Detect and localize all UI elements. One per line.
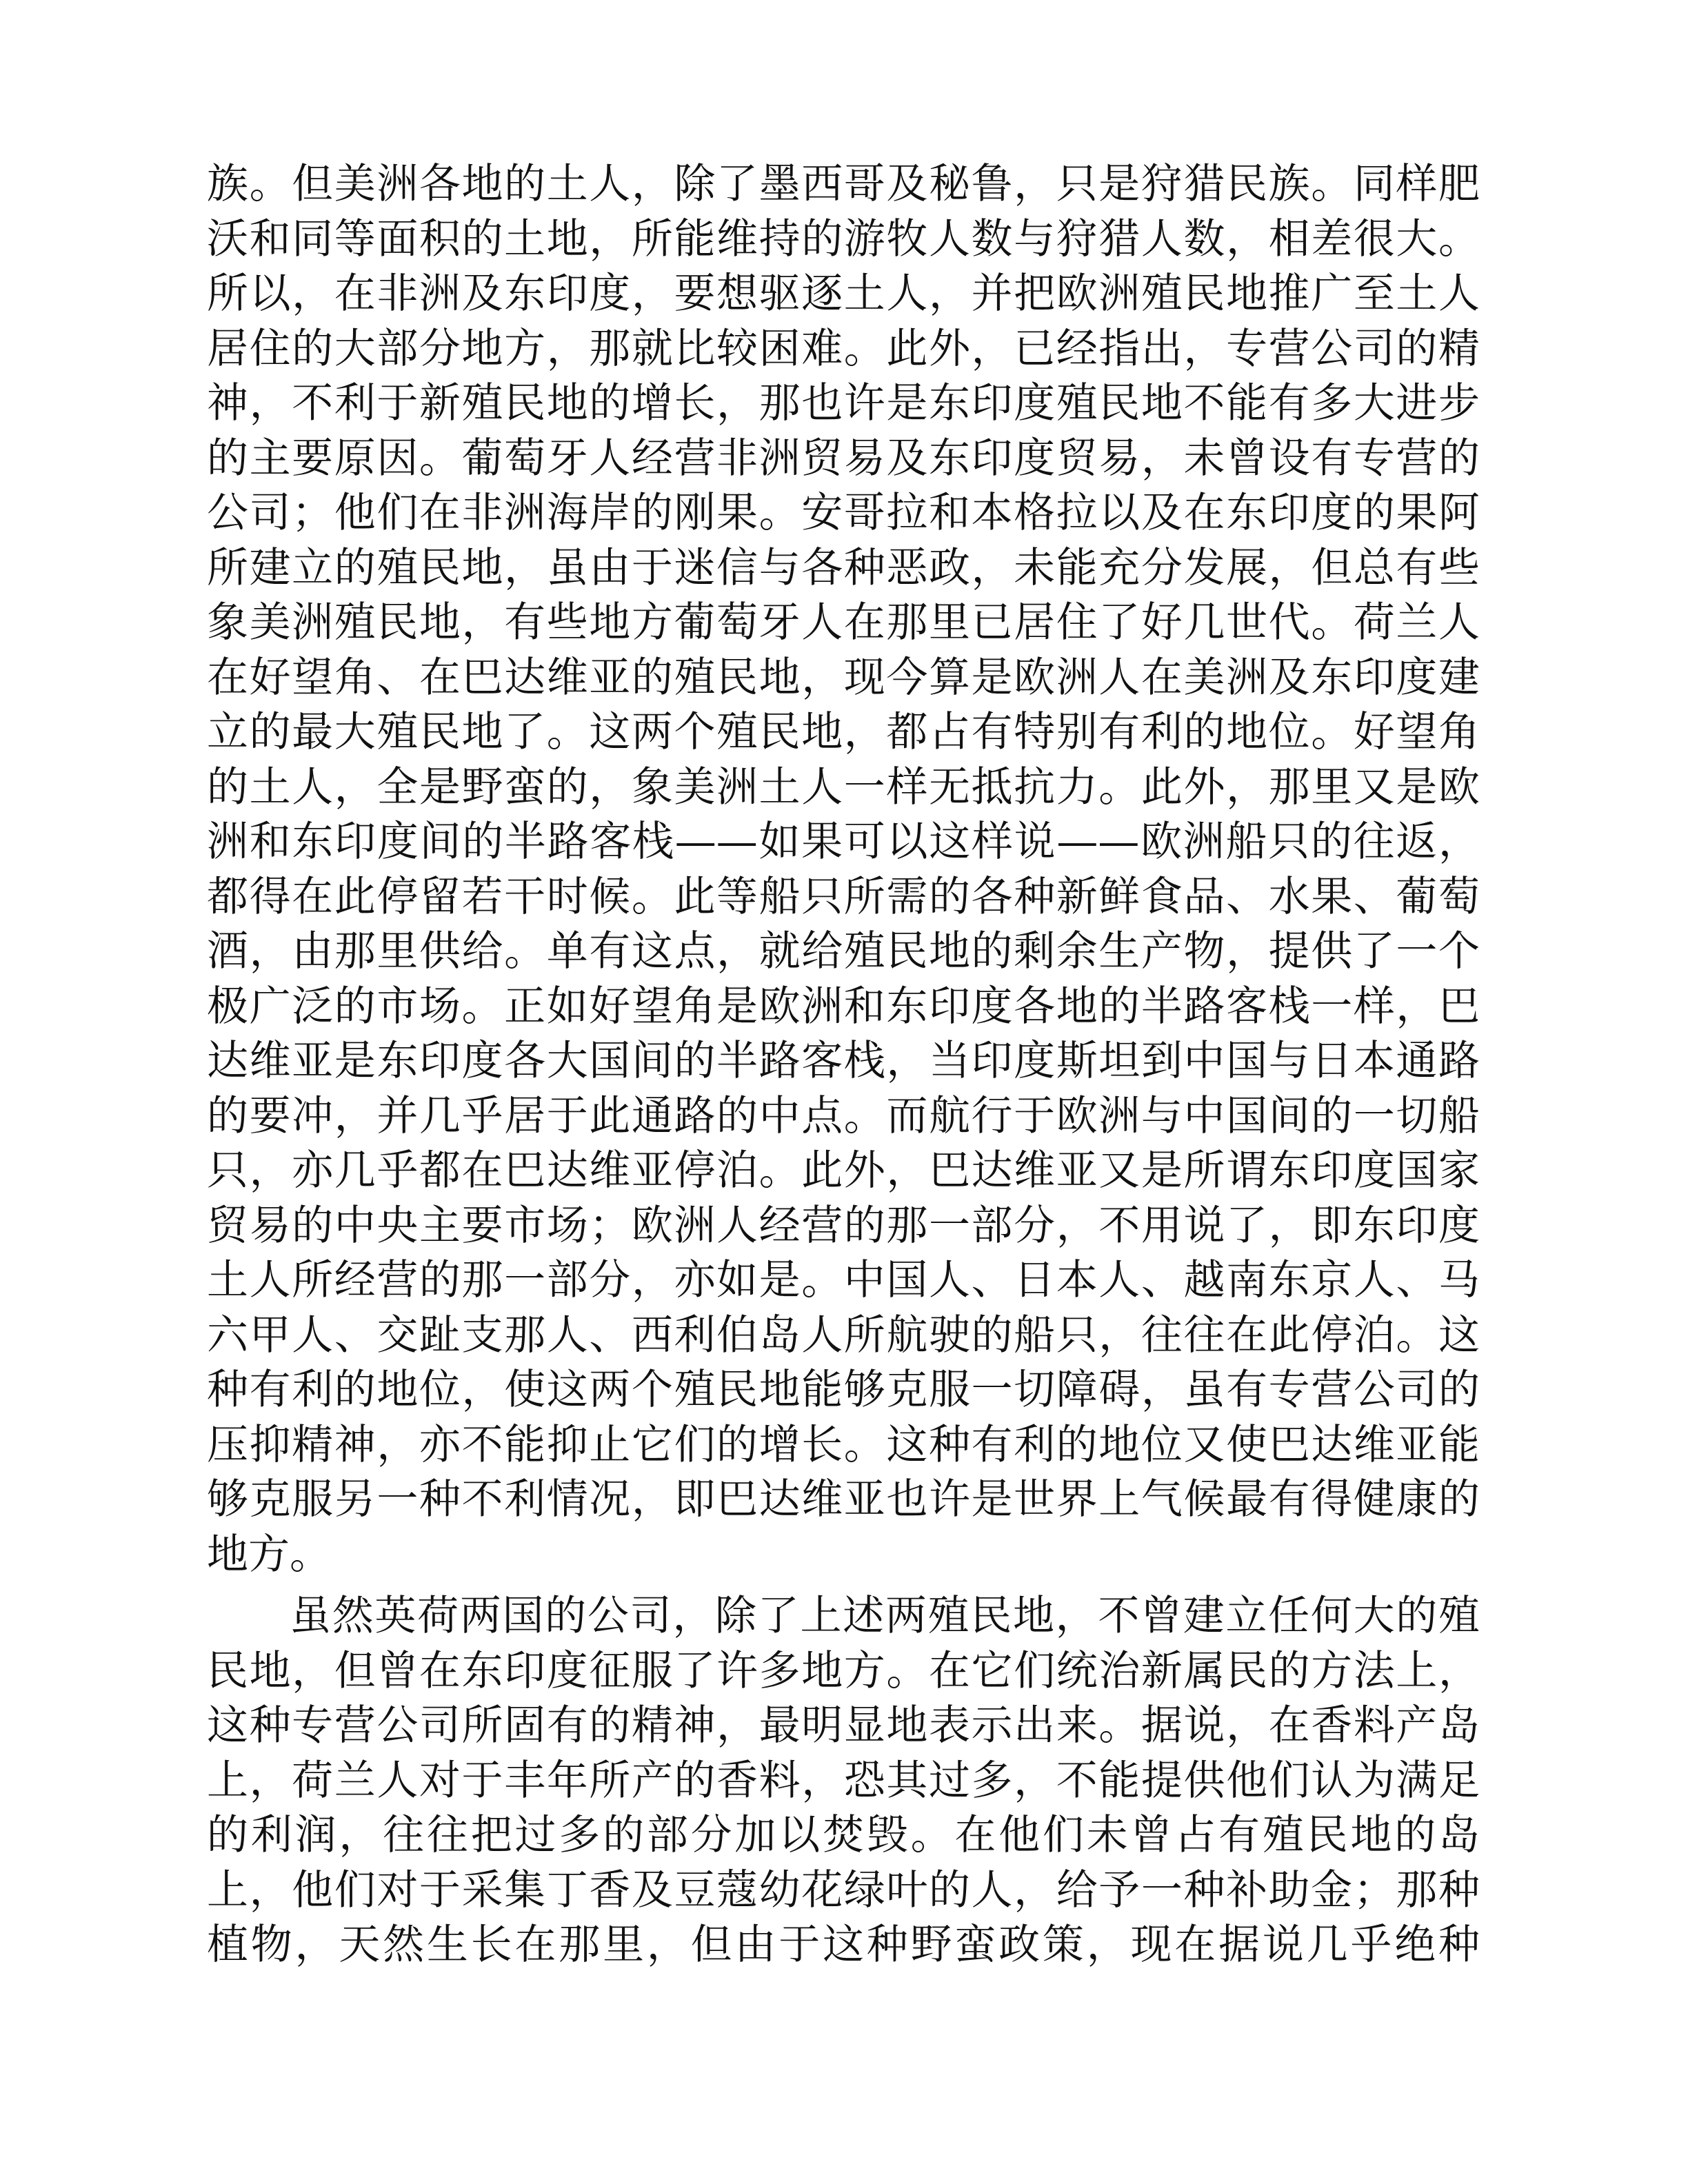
text-line: 所建立的殖民地，虽由于迷信与各种恶政，未能充分发展，但总有些 xyxy=(207,543,1480,592)
text-line: 在好望角、在巴达维亚的殖民地，现今算是欧洲人在美洲及东印度建 xyxy=(207,653,1480,702)
text-line: 的要冲，并几乎居于此通路的中点。而航行于欧洲与中国间的一切船 xyxy=(207,1091,1480,1140)
text-line: 立的最大殖民地了。这两个殖民地，都占有特别有利的地位。好望角 xyxy=(207,708,1480,756)
text-line: 的利润，往往把过多的部分加以焚毁。在他们未曾占有殖民地的岛 xyxy=(207,1811,1480,1859)
text-line: 民地，但曾在东印度征服了许多地方。在它们统治新属民的方法上， xyxy=(207,1646,1480,1695)
text-line: 神，不利于新殖民地的增长，那也许是东印度殖民地不能有多大进步 xyxy=(207,379,1480,427)
text-line: 都得在此停留若干时候。此等船只所需的各种新鲜食品、水果、葡萄 xyxy=(207,872,1480,921)
text-line: 族。但美洲各地的土人，除了墨西哥及秘鲁，只是狩猎民族。同样肥 xyxy=(207,160,1480,208)
text-line: 洲和东印度间的半路客栈——如果可以这样说——欧洲船只的往返， xyxy=(207,818,1480,866)
text-line: 植物，天然生长在那里，但由于这种野蛮政策，现在据说几乎绝种 xyxy=(207,1921,1480,1969)
text-line: 只，亦几乎都在巴达维亚停泊。此外，巴达维亚又是所谓东印度国家 xyxy=(207,1146,1480,1195)
text-line: 的主要原因。葡萄牙人经营非洲贸易及东印度贸易，未曾设有专营的 xyxy=(207,434,1480,483)
text-line: 居住的大部分地方，那就比较困难。此外，已经指出，专营公司的精 xyxy=(207,324,1480,373)
text-line: 公司；他们在非洲海岸的刚果。安哥拉和本格拉以及在东印度的果阿 xyxy=(207,489,1480,537)
paragraph-2 xyxy=(207,1589,1480,1973)
text-line: 土人所经营的那一部分，亦如是。中国人、日本人、越南东京人、马 xyxy=(207,1256,1480,1304)
text-line: 地方。 xyxy=(207,1530,331,1579)
document-page xyxy=(207,157,1480,1973)
text-line: 酒，由那里供给。单有这点，就给殖民地的剩余生产物，提供了一个 xyxy=(207,927,1480,975)
text-line: 上，他们对于采集丁香及豆蔻幼花绿叶的人，给予一种补助金；那种 xyxy=(207,1866,1480,1914)
text-line: 种有利的地位，使这两个殖民地能够克服一切障碍，虽有专营公司的 xyxy=(207,1366,1480,1414)
text-line: 这种专营公司所固有的精神，最明显地表示出来。据说，在香料产岛 xyxy=(207,1701,1480,1750)
text-line: 象美洲殖民地，有些地方葡萄牙人在那里已居住了好几世代。荷兰人 xyxy=(207,598,1480,647)
text-line: 达维亚是东印度各大国间的半路客栈，当印度斯坦到中国与日本通路 xyxy=(207,1037,1480,1085)
text-line: 六甲人、交趾支那人、西利伯岛人所航驶的船只，往往在此停泊。这 xyxy=(207,1311,1480,1359)
text-line: 贸易的中央主要市场；欧洲人经营的那一部分，不用说了，即东印度 xyxy=(207,1201,1480,1250)
text-line: 虽然英荷两国的公司，除了上述两殖民地，不曾建立任何大的殖 xyxy=(290,1592,1480,1640)
text-line: 够克服另一种不利情况，即巴达维亚也许是世界上气候最有得健康的 xyxy=(207,1475,1480,1524)
text-line: 所以，在非洲及东印度，要想驱逐土人，并把欧洲殖民地推广至土人 xyxy=(207,270,1480,318)
text-line: 的土人，全是野蛮的，象美洲土人一样无抵抗力。此外，那里又是欧 xyxy=(207,762,1480,811)
text-line: 压抑精神，亦不能抑止它们的增长。这种有利的地位又使巴达维亚能 xyxy=(207,1420,1480,1469)
paragraph-1 xyxy=(207,157,1480,1582)
text-line: 上，荷兰人对于丰年所产的香料，恐其过多，不能提供他们认为满足 xyxy=(207,1756,1480,1805)
paragraph-spacer xyxy=(207,1582,1480,1589)
text-line: 极广泛的市场。正如好望角是欧洲和东印度各地的半路客栈一样，巴 xyxy=(207,982,1480,1031)
text-line: 沃和同等面积的土地，所能维持的游牧人数与狩猎人数，相差很大。 xyxy=(207,214,1480,263)
